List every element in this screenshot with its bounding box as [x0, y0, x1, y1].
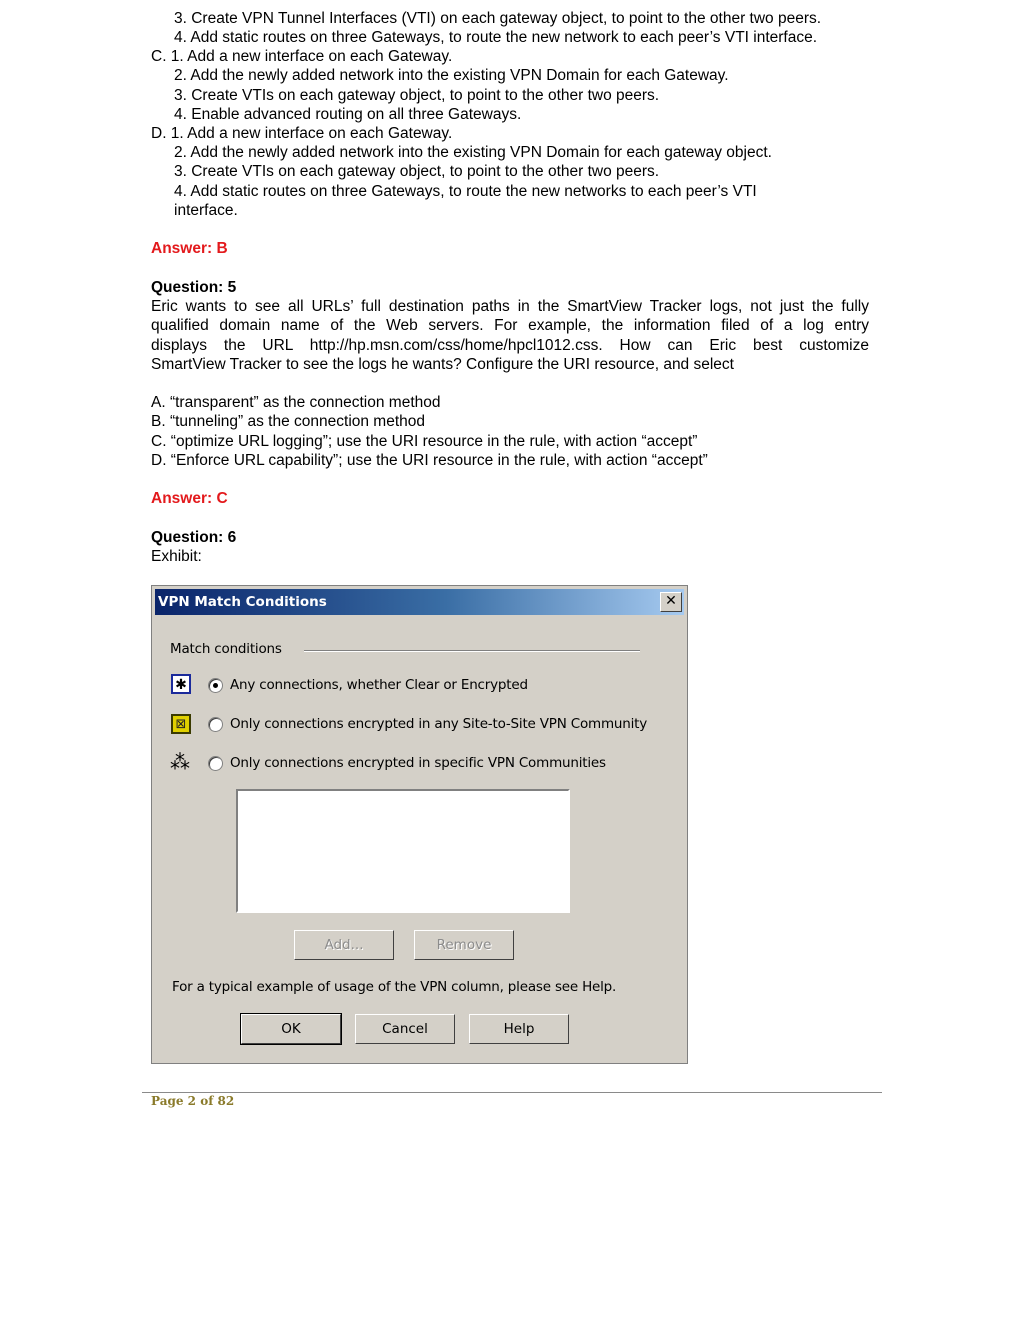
option-b-step-4: 4. Add static routes on three Gateways, to route the new network to each peer’s VTI interface.	[174, 29, 818, 46]
cancel-button[interactable]: Cancel	[355, 1014, 455, 1044]
option-c-step-2: 2. Add the newly added network into the existing VPN Domain for each Gateway.	[174, 67, 729, 84]
option-site-to-site-label[interactable]: Only connections encrypted in any Site-to-Site VPN Community	[230, 716, 648, 732]
answer-question-4: Answer: B	[151, 240, 228, 257]
question-5-line-1: Eric wants to see all URLs’ full destination paths in the SmartView Tracker logs, not just the fully	[151, 298, 869, 315]
answer-question-5: Answer: C	[151, 490, 228, 507]
option-d-step-3: 3. Create VTIs on each gateway object, to point to the other two peers.	[174, 163, 660, 180]
question-5-line-4: SmartView Tracker to see the logs he wants? Configure the URI resource, and select	[151, 355, 734, 373]
communities-listbox[interactable]	[236, 789, 570, 913]
question-5-option-a: A. “transparent” as the connection method	[151, 394, 441, 411]
question-6-heading: Question: 6	[151, 529, 237, 546]
option-c-step-1: C. 1. Add a new interface on each Gateway.	[151, 48, 453, 65]
match-conditions-label: Match conditions	[170, 641, 282, 657]
help-button[interactable]: Help	[469, 1014, 569, 1044]
help-hint-text: For a typical example of usage of the VPN column, please see Help.	[172, 979, 617, 995]
vpn-match-conditions-dialog	[151, 585, 688, 1064]
option-site-to-site-radio[interactable]	[208, 717, 223, 732]
add-button[interactable]: Add...	[294, 930, 394, 960]
question-5-heading: Question: 5	[151, 279, 237, 296]
any-connection-star-icon: ✱	[171, 674, 191, 694]
option-any-connections-label[interactable]: Any connections, whether Clear or Encrypted	[230, 677, 528, 693]
group-divider	[304, 650, 640, 652]
vpn-community-network-icon: ⁂	[170, 750, 190, 774]
question-5-option-c: C. “optimize URL logging”; use the URI resource in the rule, with action “accept”	[151, 433, 698, 450]
exhibit-label: Exhibit:	[151, 548, 202, 565]
site-to-site-community-icon: ⊠	[171, 714, 191, 734]
option-c-step-4: 4. Enable advanced routing on all three Gateways.	[174, 106, 522, 123]
question-5-line-2: qualified domain name of the Web servers. For example, the information filed of a log entry	[151, 317, 869, 335]
option-d-step-1: D. 1. Add a new interface on each Gateway.	[151, 125, 453, 142]
question-5-option-b: B. “tunneling” as the connection method	[151, 413, 426, 430]
option-b-step-3: 3. Create VPN Tunnel Interfaces (VTI) on each gateway object, to point to the other two peers.	[174, 10, 822, 27]
footer-divider	[142, 1092, 882, 1093]
dialog-titlebar	[155, 589, 684, 615]
option-d-step-2: 2. Add the newly added network into the existing VPN Domain for each gateway object.	[174, 144, 772, 161]
option-d-step-4: 4. Add static routes on three Gateways, to route the new networks to each peer’s VTI	[174, 183, 757, 200]
question-5-line-3: displays the URL http://hp.msn.com/css/home/hpcl1012.css. How can Eric best customize	[151, 336, 869, 354]
question-5-option-d: D. “Enforce URL capability”; use the URI resource in the rule, with action “accept”	[151, 452, 708, 469]
question-5-body	[151, 297, 869, 374]
option-d-step-4-cont: interface.	[174, 202, 238, 219]
ok-button[interactable]: OK	[241, 1014, 341, 1044]
page-number: Page 2 of 82	[151, 1094, 235, 1108]
dialog-title: VPN Match Conditions	[158, 594, 327, 610]
remove-button[interactable]: Remove	[414, 930, 514, 960]
option-any-connections-radio[interactable]	[208, 678, 223, 693]
option-specific-communities-radio[interactable]	[208, 756, 223, 771]
close-icon[interactable]: ✕	[660, 592, 682, 612]
option-specific-communities-label[interactable]: Only connections encrypted in specific VPN Communities	[230, 755, 606, 771]
option-c-step-3: 3. Create VTIs on each gateway object, to point to the other two peers.	[174, 87, 660, 104]
